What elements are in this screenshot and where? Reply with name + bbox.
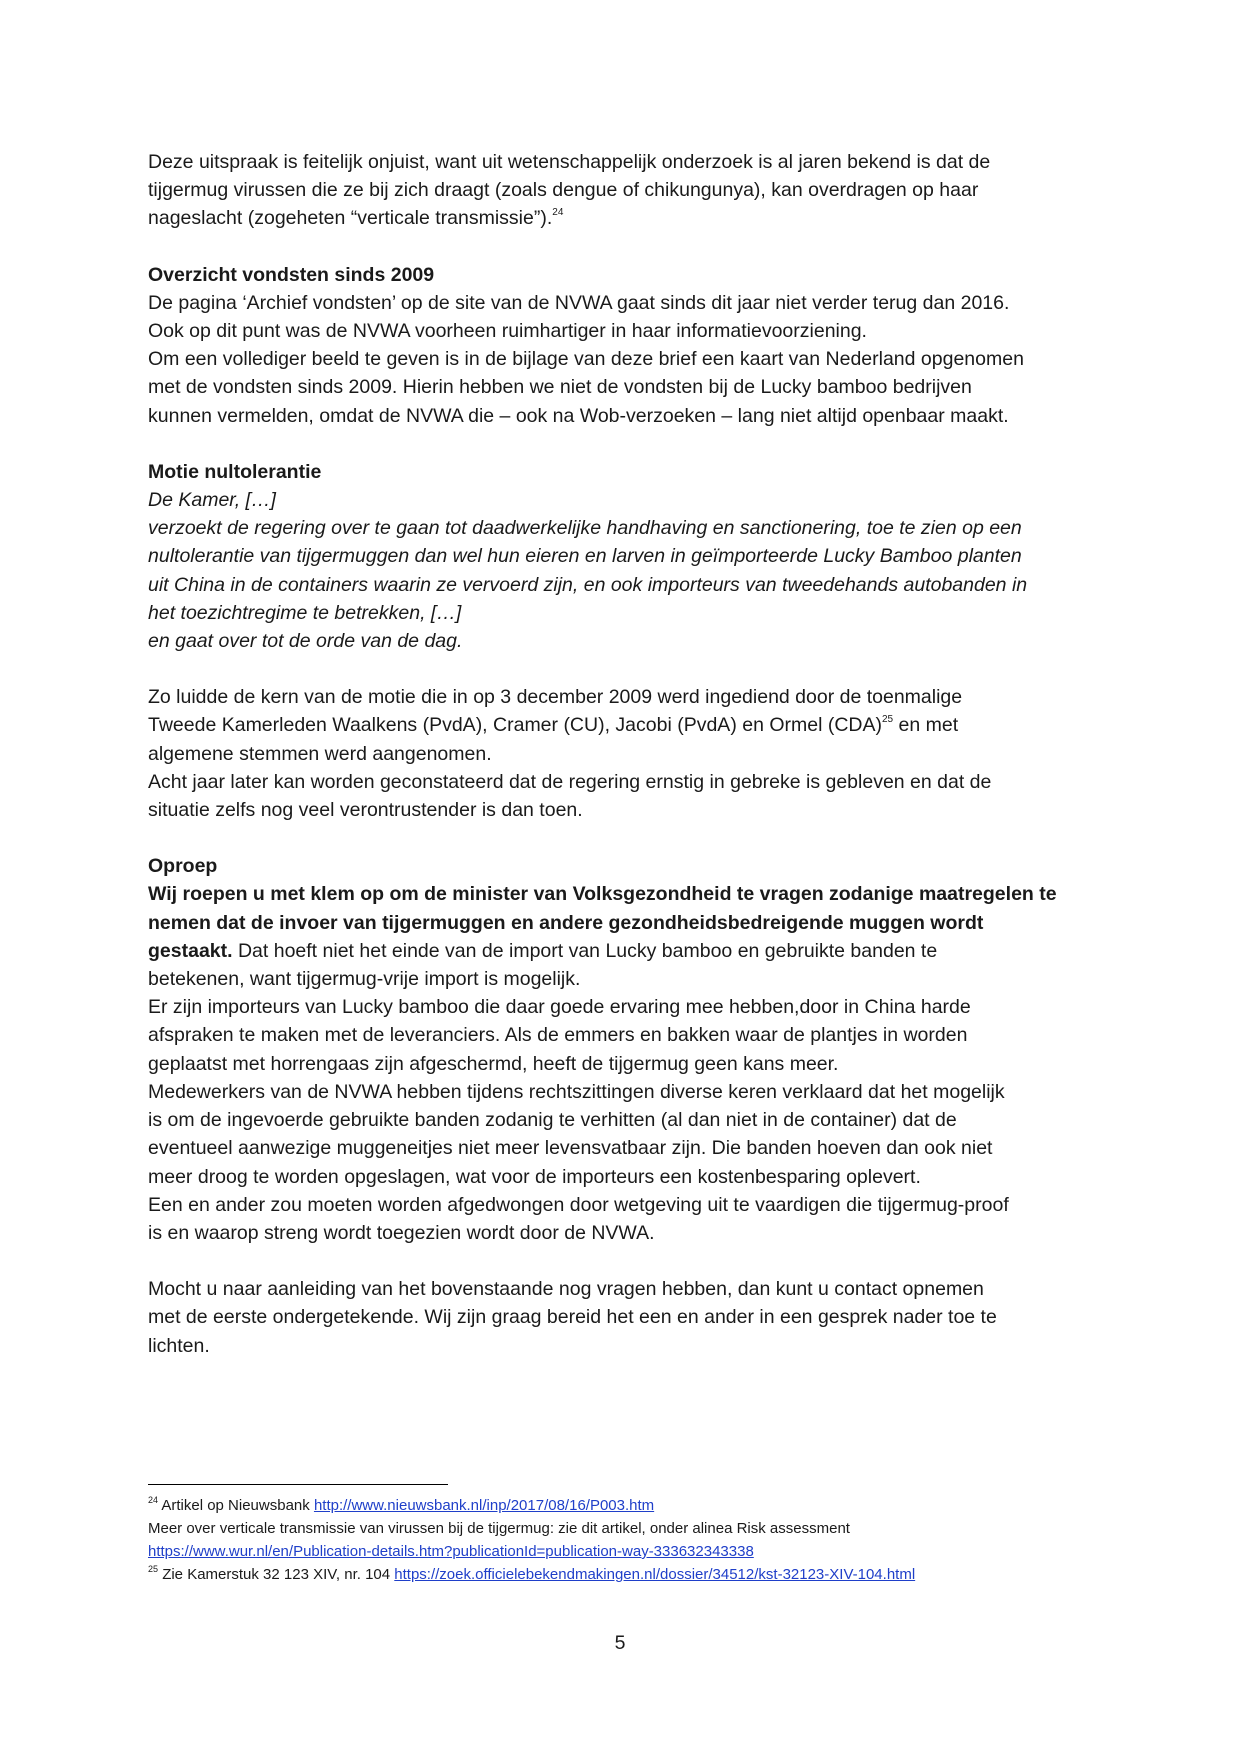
- footnote-ref-24[interactable]: 24: [552, 207, 564, 219]
- motie-quote-line: De Kamer, […]: [148, 489, 276, 512]
- oproep-line: Een en ander zou moeten worden afgedwongen door wetgeving uit te vaardigen die tijgermug-proof: [148, 1193, 1009, 1216]
- overzicht-line: met de vondsten sinds 2009. Hierin hebben we niet de vondsten bij de Lucky bamboo bedrijven: [148, 376, 972, 399]
- closing-line: Mocht u naar aanleiding van het bovenstaande nog vragen hebben, dan kunt u contact opnemen: [148, 1278, 984, 1301]
- oproep-line: eventueel aanwezige muggeneitjes niet meer levensvatbaar zijn. Die banden hoeven dan ook niet: [148, 1137, 993, 1160]
- oproep-line: geplaatst met horrengaas zijn afgeschermd, heeft de tijgermug geen kans meer.: [148, 1052, 839, 1075]
- paragraph-gap: [148, 1247, 1108, 1275]
- oproep-line-rest: Dat hoeft niet het einde van de import van Lucky bamboo en gebruikte banden te: [232, 939, 938, 962]
- footnote-25-text: Zie Kamerstuk 32 123 XIV, nr. 104: [162, 1566, 395, 1583]
- motie-paragraph-line: Acht jaar later kan worden geconstateerd dat de regering ernstig in gebreke is gebleven en dat de: [148, 770, 992, 793]
- footnote-25-link[interactable]: https://zoek.officielebekendmakingen.nl/dossier/34512/kst-32123-XIV-104.html: [394, 1566, 916, 1583]
- motie-quote-line: nultolerantie van tijgermuggen dan wel hun eieren en larven in geïmporteerde Lucky Bamboo planten: [148, 545, 1022, 568]
- oproep-line: is om de ingevoerde gebruikte banden zodanig te verhitten (al dan niet in de container) dat de: [148, 1109, 957, 1132]
- oproep-line: Er zijn importeurs van Lucky bamboo die daar goede ervaring mee hebben,door in China harde: [148, 996, 971, 1019]
- motie-paragraph-line: algemene stemmen werd aangenomen.: [148, 742, 492, 765]
- motie-quote-line: verzoekt de regering over te gaan tot daadwerkelijke handhaving en sanctionering, toe te zien op een: [148, 517, 1022, 540]
- overzicht-line: Ook op dit punt was de NVWA voorheen ruimhartiger in haar informatievoorziening.: [148, 320, 867, 343]
- motie-members-text: Tweede Kamerleden Waalkens (PvdA), Cramer (CU), Jacobi (PvdA) en Ormel (CDA): [148, 714, 882, 737]
- intro-line-3: [148, 204, 1108, 232]
- motie-paragraph-line: [148, 711, 1108, 739]
- overzicht-line: De pagina ‘Archief vondsten’ op de site van de NVWA gaat sinds dit jaar niet verder terug dan 2016.: [148, 291, 1010, 314]
- motie-quote-line: uit China in de containers waarin ze vervoerd zijn, en ook importeurs van tweedehands autobanden in: [148, 573, 1028, 596]
- section-heading-motie: Motie nultolerantie: [148, 460, 322, 483]
- footnote-24-line-2: Meer over verticale transmissie van virussen bij de tijgermug: zie dit artikel, onder alinea Risk assessment: [148, 1520, 850, 1537]
- motie-quote-line: het toezichtregime te betrekken, […]: [148, 601, 462, 624]
- oproep-line: Medewerkers van de NVWA hebben tijdens rechtszittingen diverse keren verklaard dat het mogelijk: [148, 1080, 1005, 1103]
- closing-line: met de eerste ondergetekende. Wij zijn graag bereid het een en ander in een gesprek nader toe te: [148, 1306, 997, 1329]
- oproep-bold-line: nemen dat de invoer van tijgermuggen en andere gezondheidsbedreigende muggen wordt: [148, 911, 984, 934]
- footnotes: [148, 1494, 1108, 1586]
- footnote-25-number: 25: [148, 1564, 159, 1574]
- footnote-24-line-3: [148, 1540, 1108, 1563]
- footnote-24-text: Artikel op Nieuwsbank: [161, 1497, 314, 1514]
- closing-line: lichten.: [148, 1334, 210, 1357]
- oproep-line: betekenen, want tijgermug-vrije import is mogelijk.: [148, 968, 581, 991]
- paragraph-gap: [148, 655, 1108, 683]
- motie-paragraph-line: Zo luidde de kern van de motie die in op 3 december 2009 werd ingediend door de toenmalige: [148, 686, 963, 709]
- oproep-bold-end: gestaakt.: [148, 939, 233, 962]
- letter-body: [148, 148, 1108, 1360]
- intro-line-2: tijgermug virussen die ze bij zich draagt (zoals dengue of chikungunya), kan overdragen op haar: [148, 179, 979, 202]
- footnote-25: [148, 1563, 1108, 1586]
- paragraph-gap: [148, 233, 1108, 261]
- oproep-line: [148, 937, 1108, 965]
- oproep-line: is en waarop streng wordt toegezien wordt door de NVWA.: [148, 1221, 655, 1244]
- footnote-ref-25[interactable]: 25: [882, 714, 894, 726]
- oproep-bold-line: Wij roepen u met klem op om de minister van Volksgezondheid te vragen zodanige maatregelen te: [148, 883, 1057, 906]
- page-number: 5: [614, 1632, 626, 1654]
- footnote-24-number: 24: [148, 1495, 159, 1505]
- section-heading-overzicht: Overzicht vondsten sinds 2009: [148, 263, 435, 286]
- footnote-24: [148, 1494, 1108, 1517]
- oproep-line: meer droog te worden opgeslagen, wat voor de importeurs een kostenbesparing oplevert.: [148, 1165, 921, 1188]
- motie-members-text-end: en met: [893, 714, 959, 737]
- motie-quote-line: en gaat over tot de orde van de dag.: [148, 630, 463, 653]
- footnote-24-link[interactable]: http://www.nieuwsbank.nl/inp/2017/08/16/P003.htm: [313, 1497, 655, 1514]
- intro-line-1: Deze uitspraak is feitelijk onjuist, want uit wetenschappelijk onderzoek is al jaren bekend is dat de: [148, 151, 991, 173]
- motie-paragraph-line: situatie zelfs nog veel verontrustender is dan toen.: [148, 799, 583, 822]
- footnote-separator: [148, 1484, 448, 1485]
- paragraph-gap: [148, 824, 1108, 852]
- footnote-24-link-2[interactable]: https://www.wur.nl/en/Publication-details.htm?publicationId=publication-way-333632343338: [148, 1543, 754, 1560]
- intro-line-3-text: nageslacht (zogeheten “verticale transmissie”).: [148, 207, 553, 230]
- oproep-line: afspraken te maken met de leveranciers. Als de emmers en bakken waar de plantjes in worden: [148, 1024, 968, 1047]
- paragraph-gap: [148, 430, 1108, 458]
- overzicht-line: Om een vollediger beeld te geven is in de bijlage van deze brief een kaart van Nederland opgenomen: [148, 348, 1024, 371]
- overzicht-line: kunnen vermelden, omdat de NVWA die – ook na Wob-verzoeken – lang niet altijd openbaar maakt.: [148, 404, 1009, 427]
- section-heading-oproep: Oproep: [148, 855, 218, 878]
